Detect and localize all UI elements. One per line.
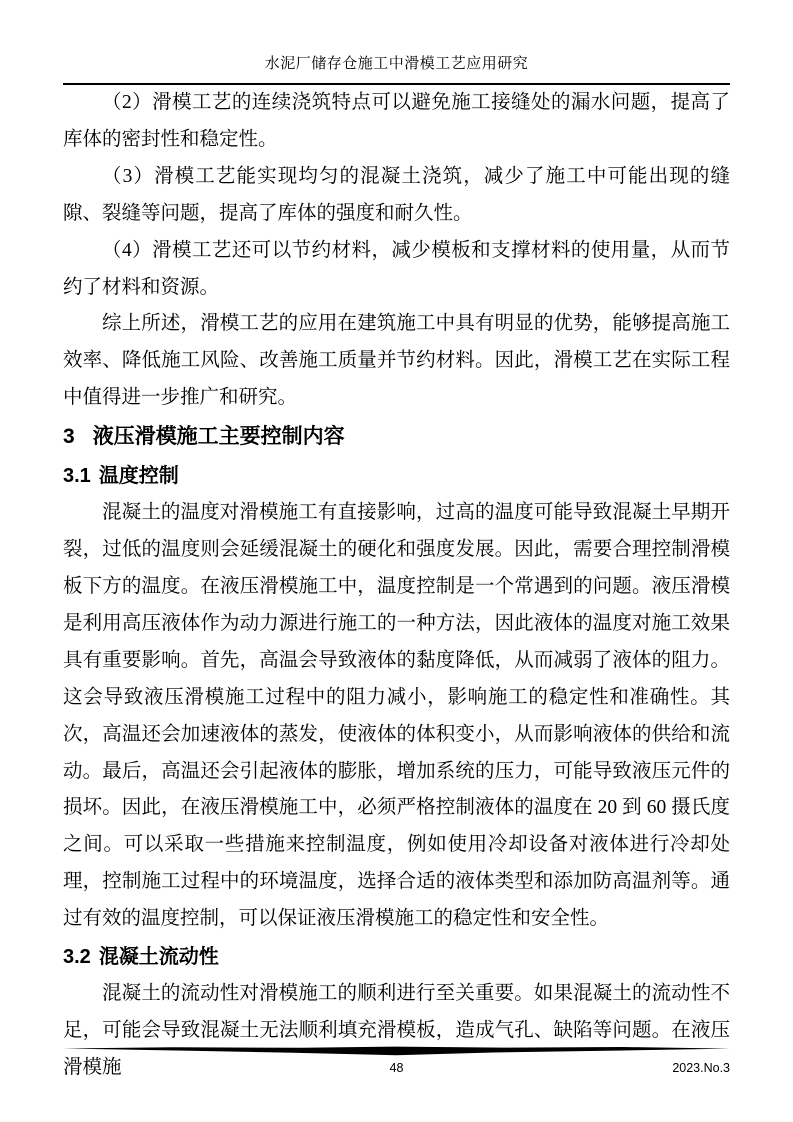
- subsection-heading-3-1: [63, 457, 730, 495]
- section-title: 液压滑模施工主要控制内容: [92, 425, 345, 449]
- page-content: [63, 0, 730, 1087]
- page-footer: [63, 1046, 730, 1076]
- subsection-heading-3-2: [63, 938, 730, 976]
- paragraph-concrete-fluidity: 混凝土的流动性对滑模施工的顺利进行至关重要。如果混凝土的流动性不足，可能会导致混凝土无法顺利填充滑模板，造成气孔、缺陷等问题。在液压滑模施: [63, 983, 730, 1078]
- paragraph-advantage-2: （2）滑模工艺的连续浇筑特点可以避免施工接缝处的漏水问题，提高了库体的密封性和稳定性。: [63, 92, 730, 150]
- subsection-title: 混凝土流动性: [98, 946, 219, 969]
- footer-text-row: [63, 1060, 730, 1076]
- footer-tapered-rule: [63, 1046, 730, 1057]
- page-number: 48: [389, 1061, 404, 1075]
- header-running-title: 水泥厂储存仓施工中滑模工艺应用研究: [264, 56, 529, 72]
- section-number: 3: [63, 425, 75, 449]
- section-heading-3: [63, 417, 730, 457]
- subsection-number: 3.1: [63, 465, 91, 488]
- paragraph-summary: 综上所述，滑模工艺的应用在建筑施工中具有明显的优势，能够提高施工效率、降低施工风险、改善施工质量并节约材料。因此，滑模工艺在实际工程中值得进一步推广和研究。: [63, 313, 730, 409]
- paragraph-advantage-4: （4）滑模工艺还可以节约材料，减少模板和支撑材料的使用量，从而节约了材料和资源。: [63, 239, 730, 298]
- subsection-title: 温度控制: [98, 465, 179, 488]
- paragraph-advantage-3: （3）滑模工艺能实现均匀的混凝土浇筑，减少了施工中可能出现的缝隙、裂缝等问题，提高了库体的强度和耐久性。: [63, 165, 730, 224]
- subsection-number: 3.2: [63, 946, 91, 969]
- paragraph-temperature-control: 混凝土的温度对滑模施工有直接影响，过高的温度可能导致混凝土早期开裂，过低的温度则会延缓混凝土的硬化和强度发展。因此，需要合理控制滑模板下方的温度。在液压滑模施工中，温度控制是一个常遇到的问题。液压滑模是利用高压液体作为动力源进行施工的一种方法，因此液体的温度对施工效果具有重要影响。首先，高温会导致液体的黏度降低，从而减弱了液体的阻力。这会导致液压滑模施工过程中的阻力减小，影响施工的稳定性和准确性。其次，高温还会加速液体的蒸发，使液体的体积变小，从而影响液体的供给和流动。最后，高温还会引起液体的膨胀，增加系统的压力，可能导致液压元件的损坏。因此，在液压滑模施工中，必须严格控制液体的温度在 20 到 60 摄氏度之间。可以采取一些措施来控制温度，例如使用冷却设备对液体进行冷却处理，控制施工过程中的环境温度，选择合适的液体类型和添加防高温剂等。通过有效的温度控制，可以保证液压滑模施工的稳定性和安全性。: [63, 502, 730, 930]
- issue-label: 2023.No.3: [672, 1061, 730, 1075]
